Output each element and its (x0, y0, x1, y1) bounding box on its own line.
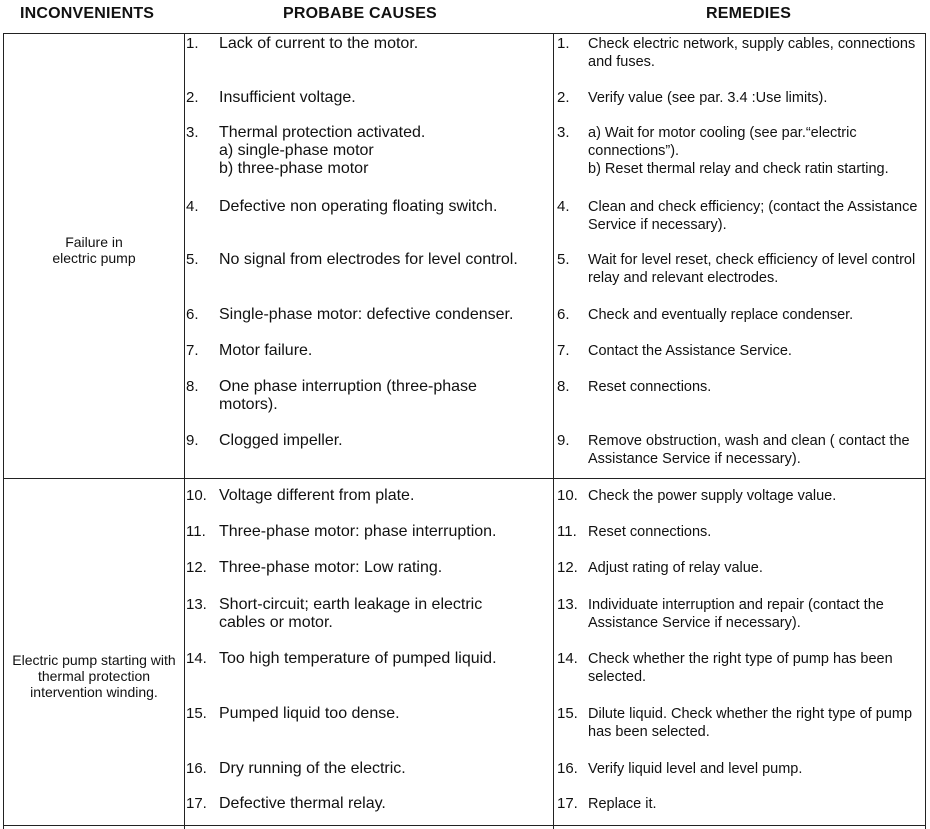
cause-text (219, 124, 549, 178)
cause-text (219, 795, 549, 813)
remedy-text (588, 251, 923, 287)
cause-number: 1. (186, 35, 199, 52)
remedy-text (588, 89, 923, 107)
remedy-line: Check electric network, supply cables, connections (588, 36, 916, 52)
cause-text (219, 378, 549, 414)
remedy-text (588, 378, 923, 396)
remedy-line: a) Wait for motor cooling (see par.“electric (588, 125, 857, 141)
remedy-line: Assistance Service if necessary). (588, 451, 801, 467)
cause-number: 12. (186, 559, 207, 576)
cause-number: 10. (186, 487, 207, 504)
cause-text (219, 35, 549, 53)
remedy-line: Assistance Service if necessary). (588, 615, 801, 631)
remedy-number: 16. (557, 760, 578, 777)
remedy-line: b) Reset thermal relay and check ratin starting. (588, 161, 889, 177)
remedy-text (588, 342, 923, 360)
remedy-text (588, 795, 923, 813)
remedy-line: Check the power supply voltage value. (588, 488, 837, 504)
remedy-line: Reset connections. (588, 379, 712, 395)
table-left-border (3, 33, 4, 829)
cause-line: Dry running of the electric. (219, 760, 406, 777)
table-bottom-border (3, 825, 926, 826)
remedy-line: connections”). (588, 143, 680, 159)
cause-text (219, 198, 549, 216)
cause-number: 16. (186, 760, 207, 777)
cause-text (219, 251, 549, 269)
remedy-line: Wait for level reset, check efficiency of level control (588, 252, 916, 268)
inconvenient-line: Failure in (65, 234, 123, 250)
remedy-text (588, 35, 923, 71)
cause-line: One phase interruption (three-phase (219, 378, 477, 395)
remedy-text (588, 198, 923, 234)
remedy-line: Reset connections. (588, 524, 712, 540)
cause-text (219, 432, 549, 450)
inconvenient-line: Electric pump starting with (12, 652, 176, 668)
remedy-text (588, 559, 923, 577)
remedy-text (588, 705, 923, 741)
remedy-text (588, 596, 923, 632)
remedy-number: 3. (557, 124, 570, 141)
header-inconvenients: INCONVENIENTS (20, 5, 155, 22)
cause-text (219, 705, 549, 723)
section-divider (3, 478, 926, 479)
remedy-line: Clean and check efficiency; (contact the Assistance (588, 199, 918, 215)
remedy-line: Adjust rating of relay value. (588, 560, 763, 576)
cause-number: 8. (186, 378, 199, 395)
cause-number: 4. (186, 198, 199, 215)
cause-text (219, 306, 549, 324)
cause-number: 5. (186, 251, 199, 268)
remedy-text (588, 487, 923, 505)
remedy-number: 11. (557, 523, 577, 540)
remedy-line: Contact the Assistance Service. (588, 343, 792, 359)
cause-text (219, 559, 549, 577)
remedy-number: 1. (557, 35, 570, 52)
cause-text (219, 342, 549, 360)
inconvenient-thermal (6, 652, 182, 700)
table-right-border (925, 33, 926, 829)
cause-line: Single-phase motor: defective condenser. (219, 306, 514, 323)
remedy-text (588, 523, 923, 541)
remedy-number: 5. (557, 251, 570, 268)
remedy-number: 9. (557, 432, 570, 449)
remedy-line: Service if necessary). (588, 217, 727, 233)
cause-line: Lack of current to the motor. (219, 35, 419, 52)
cause-number: 13. (186, 596, 207, 613)
remedy-line: relay and relevant electrodes. (588, 270, 779, 286)
cause-line: Short-circuit; earth leakage in electric (219, 596, 483, 613)
cause-line: Too high temperature of pumped liquid. (219, 650, 497, 667)
column-divider-remedies (553, 33, 554, 829)
remedy-line: Remove obstruction, wash and clean ( contact the (588, 433, 910, 449)
cause-number: 17. (186, 795, 207, 812)
remedy-line: Replace it. (588, 796, 657, 812)
cause-number: 7. (186, 342, 199, 359)
remedy-line: Check whether the right type of pump has been (588, 651, 893, 667)
column-divider-causes (184, 33, 185, 829)
cause-line: Voltage different from plate. (219, 487, 415, 504)
inconvenient-line: intervention winding. (30, 684, 158, 700)
cause-line: Defective non operating floating switch. (219, 198, 498, 215)
cause-line: Motor failure. (219, 342, 313, 359)
cause-line: No signal from electrodes for level control. (219, 251, 518, 268)
cause-text (219, 596, 549, 632)
header-probable-causes: PROBABE CAUSES (283, 5, 437, 22)
remedy-line: and fuses. (588, 54, 655, 70)
remedy-text (588, 306, 923, 324)
cause-number: 9. (186, 432, 199, 449)
remedy-number: 8. (557, 378, 570, 395)
remedy-line: Individuate interruption and repair (contact the (588, 597, 884, 613)
cause-line: Clogged impeller. (219, 432, 343, 449)
cause-line: motors). (219, 396, 278, 413)
cause-line: Insufficient voltage. (219, 89, 356, 106)
cause-line: Defective thermal relay. (219, 795, 386, 812)
remedy-text (588, 432, 923, 468)
remedy-line: Dilute liquid. Check whether the right type of pump (588, 706, 913, 722)
cause-line: a) single-phase motor (219, 142, 374, 159)
remedy-number: 6. (557, 306, 570, 323)
remedy-line: selected. (588, 669, 647, 685)
cause-line: cables or motor. (219, 614, 333, 631)
cause-line: Pumped liquid too dense. (219, 705, 400, 722)
remedy-number: 10. (557, 487, 578, 504)
cause-number: 6. (186, 306, 199, 323)
cause-line: Three-phase motor: Low rating. (219, 559, 443, 576)
remedy-text (588, 124, 923, 178)
remedy-number: 15. (557, 705, 578, 722)
remedy-line: has been selected. (588, 724, 710, 740)
cause-text (219, 523, 549, 541)
cause-number: 14. (186, 650, 207, 667)
inconvenient-line: thermal protection (37, 668, 151, 684)
cause-line: Thermal protection activated. (219, 124, 426, 141)
remedy-number: 13. (557, 596, 578, 613)
remedy-number: 14. (557, 650, 578, 667)
cause-number: 2. (186, 89, 199, 106)
remedy-number: 7. (557, 342, 570, 359)
cause-number: 11. (186, 523, 206, 540)
inconvenient-failure (6, 234, 182, 266)
remedy-text (588, 760, 923, 778)
remedy-number: 17. (557, 795, 578, 812)
cause-text (219, 487, 549, 505)
cause-number: 3. (186, 124, 199, 141)
cause-line: Three-phase motor: phase interruption. (219, 523, 497, 540)
remedy-number: 4. (557, 198, 570, 215)
table-top-border (3, 33, 926, 34)
cause-text (219, 760, 549, 778)
inconvenient-line: electric pump (52, 250, 136, 266)
cause-text (219, 650, 549, 668)
remedy-text (588, 650, 923, 686)
remedy-line: Verify value (see par. 3.4 :Use limits). (588, 90, 828, 106)
cause-line: b) three-phase motor (219, 160, 369, 177)
cause-text (219, 89, 549, 107)
cause-number: 15. (186, 705, 207, 722)
remedy-line: Check and eventually replace condenser. (588, 307, 854, 323)
header-remedies: REMEDIES (706, 5, 792, 22)
remedy-line: Verify liquid level and level pump. (588, 761, 803, 777)
remedy-number: 12. (557, 559, 578, 576)
remedy-number: 2. (557, 89, 570, 106)
